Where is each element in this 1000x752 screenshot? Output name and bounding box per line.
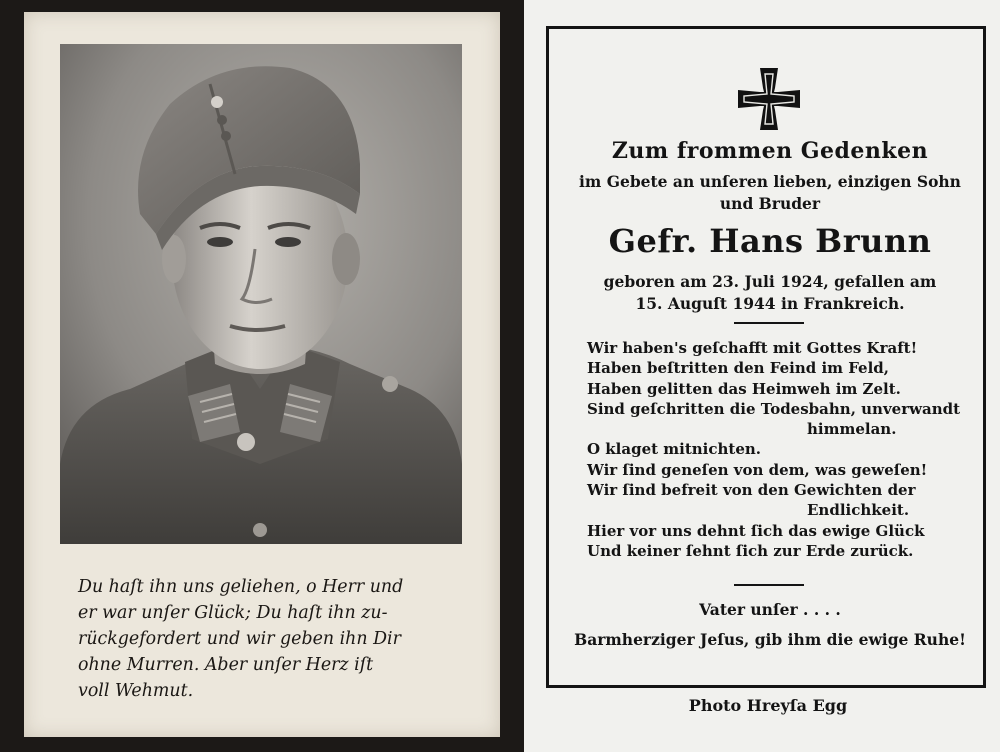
- intro-line: im Gebete an unſeren lieben, einzigen Sohn: [579, 172, 961, 191]
- poem-line: Wir ſind geneſen von dem, was geweſen!: [587, 460, 928, 479]
- prayer-line: Vater unſer . . . .: [699, 600, 841, 619]
- poem-line: Und keiner ſehnt ſich zur Erde zurück.: [587, 541, 914, 560]
- poem-line: Wir ſind befreit von den Gewichten der: [587, 481, 916, 500]
- verse-line: voll Wehmut.: [78, 681, 194, 701]
- deceased-name: Gefr. Hans Brunn: [608, 222, 932, 260]
- dates-line: 15. Auguſt 1944 in Frankreich.: [635, 294, 905, 313]
- divider: [734, 584, 804, 586]
- portrait-soldier-icon: [60, 44, 462, 544]
- right-card: [524, 0, 1000, 752]
- intro-line: und Bruder: [719, 194, 821, 213]
- poem-line: Haben beſtritten den Feind im Feld,: [587, 359, 890, 378]
- poem-line: Wir haben's geſchafft mit Gottes Kraft!: [587, 339, 918, 357]
- photo-credit: Photo Hreyſa Egg: [688, 696, 848, 715]
- verse-line: Du haſt ihn uns geliehen, o Herr und: [78, 577, 404, 597]
- memorial-verse: [78, 574, 450, 704]
- poem-line: Endlichkeit.: [807, 501, 910, 520]
- dates-line: geboren am 23. Juli 1924, gefallen am: [603, 272, 937, 291]
- verse-line: rückgefordert und wir geben ihn Dir: [78, 629, 401, 649]
- poem-line: Haben gelitten das Heimweh im Zelt.: [587, 379, 901, 398]
- iron-cross-icon: [738, 68, 800, 130]
- poem-line: O klaget mitnichten.: [587, 440, 762, 459]
- portrait-photo: [60, 44, 462, 544]
- memorial-poem: [587, 338, 987, 561]
- prayer-line: Barmherziger Jeſus, gib ihm die ewige Ruhe!: [574, 630, 966, 649]
- poem-line: himmelan.: [807, 420, 897, 439]
- verse-line: ohne Murren. Aber unſer Herz iſt: [78, 655, 374, 675]
- divider: [734, 322, 804, 324]
- memorial-title: Zum frommen Gedenken: [611, 138, 929, 164]
- poem-line: Hier vor uns dehnt ſich das ewige Glück: [587, 521, 925, 540]
- verse-line: er war unſer Glück; Du haſt ihn zu-: [78, 603, 388, 623]
- poem-line: Sind geſchritten die Todesbahn, unverwandt: [587, 399, 961, 418]
